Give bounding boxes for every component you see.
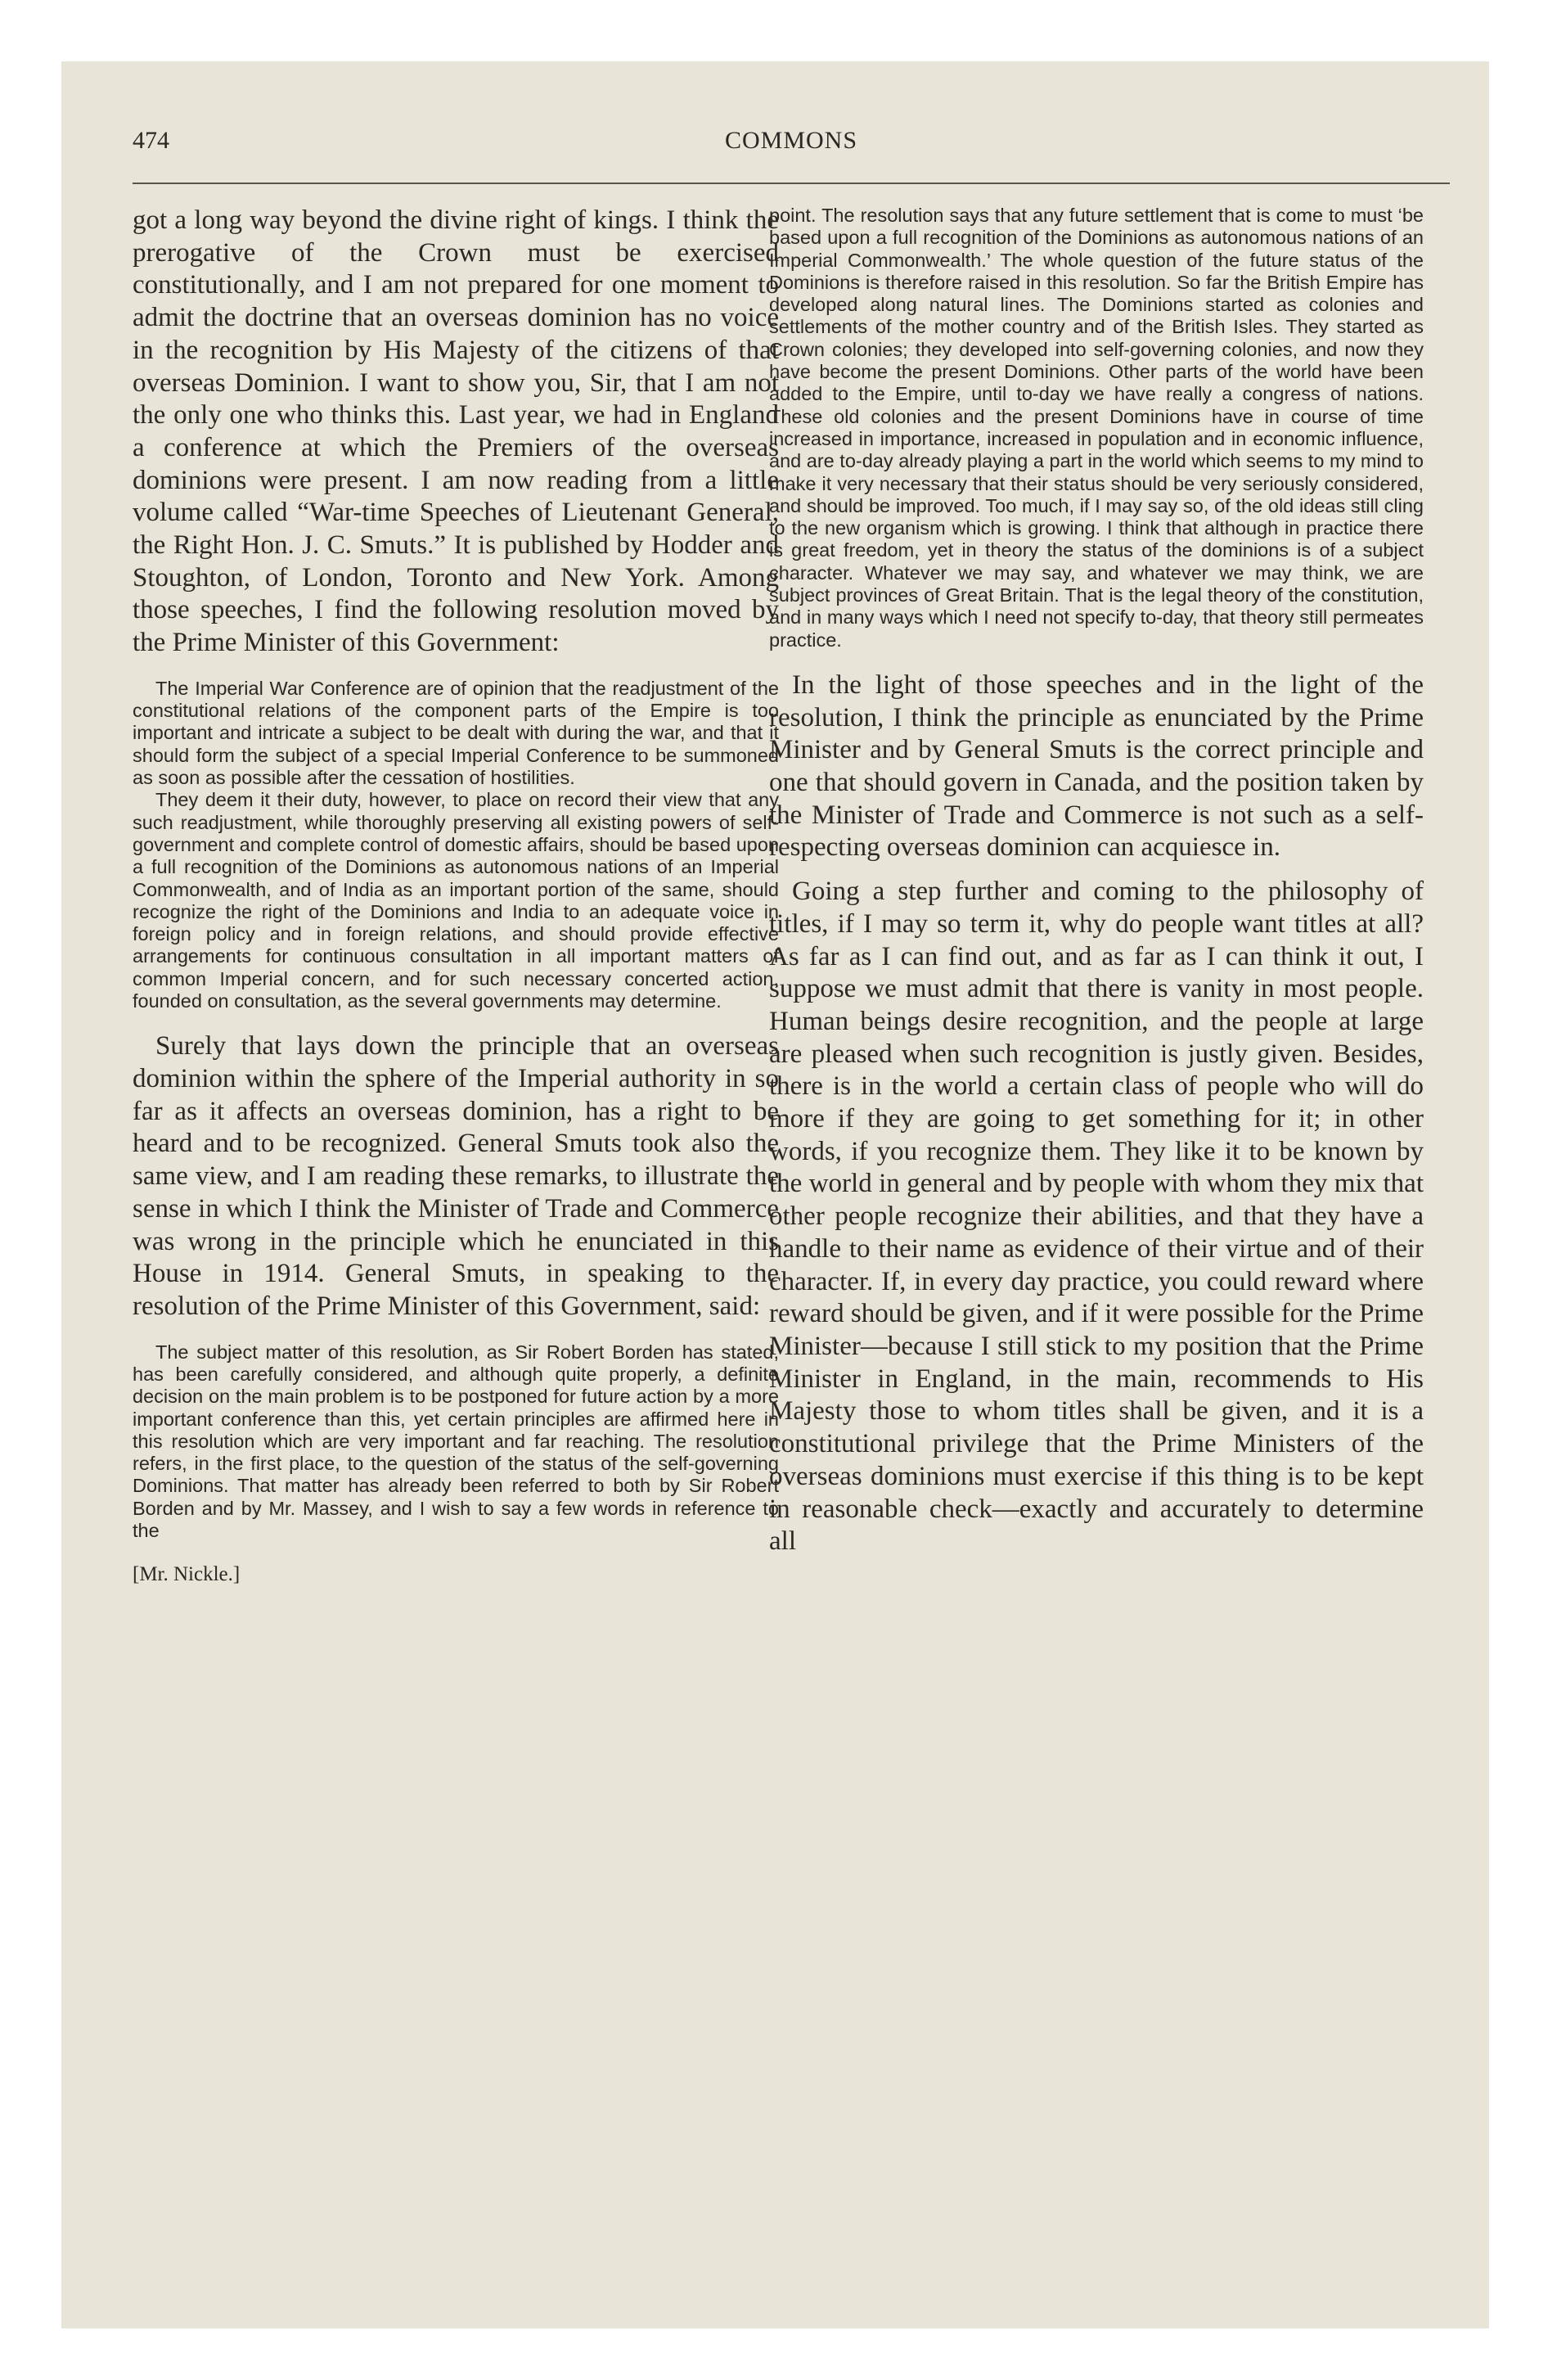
running-head [133,127,1450,168]
quoted-resolution-continued: They deem it their duty, however, to place on record their view that any such readjustment, while thoroughly preserving all existing powers of self-government and complete control of domestic affairs, should be based upon a full recognition of the Dominions as autonomous nations of an Imperial Commonwealth, and of India as an important portion of the same, should recognize the right of the Dominions and India to an adequate voice in foreign policy and in foreign relations, and should provide effective arrangements for continuous consultation in all important matters of common Imperial concern, and for such necessary concerted action, founded on consultation, as the several governments may determine. [133,789,779,1012]
left-column [133,205,779,1586]
header-rule [133,183,1450,184]
speech-paragraph: Surely that lays down the principle that an overseas dominion within the sphere of the Imperial authority in so far as it affects an overseas dominion, has a right to be heard and to be recognized. General Smuts took also the same view, and I am reading these remarks, to illustrate the sense in which I think the Minister of Trade and Commerce was wrong in the principle which he enunciated in this House in 1914. General Smuts, in speaking to the resolution of the Prime Minister of this Government, said: [133,1031,779,1321]
section-title: COMMONS [724,127,858,154]
speaker-attribution: [Mr. Nickle.] [133,1563,241,1586]
quoted-speech: The subject matter of this resolution, as Sir Robert Borden has stated, has been carefully considered, and although quite properly, a definite decision on the main problem is to be postponed for future action by a more important conference than this, yet certain principles are affirmed here in this resolution which are very important and far reaching. The resolution refers, in the first place, to the question of the status of the self-governing Dominions. That matter has already been referred to both by Sir Robert Borden and by Mr. Massey, and I wish to say a few words in reference to the [133,1341,779,1541]
quoted-speech-continued: point. The resolution says that any future settlement that is come to must ‘be based upon a full recognition of the Dominions as autonomous nations of an Imperial Commonwealth.’ The whole question of the future status of the Dominions is therefore raised in this resolution. So far the British Empire has developed along natural lines. The Dominions started as colonies and settlements of the mother country and of the British Isles. They started as Crown colonies; they developed into self-governing colonies, and now they have become the present Dominions. Other parts of the world have been added to the Empire, until to-day we have really a congress of nations. These old colonies and the present Dominions have in course of time increased in importance, increased in population and in economic influence, and are to-day already playing a part in the world which seems to my mind to make it very necessary that their status should be very seriously considered, and should be improved. Too much, if I may say so, of the old ideas still cling to the new organism which is growing. I think that although in practice there is great freedom, yet in theory the status of the dominions is of a subject character. Whatever we may say, and whatever we may think, we are subject provinces of Great Britain. That is the legal theory of the constitution, and in many ways which I need not specify to-day, that theory still permeates practice. [769,205,1424,651]
scanned-page [61,61,1489,2328]
speech-paragraph: In the light of those speeches and in the light of the resolution, I think the principle as enunciated by the Prime Minister and by General Smuts is the correct principle and one that should govern in Canada, and the position taken by the Minister of Trade and Commerce is not such as a self-respecting overseas dominion can acquiesce in. [769,669,1424,863]
page-number: 474 [133,127,169,154]
quoted-resolution: The Imperial War Conference are of opinion that the readjustment of the constitutional relations of the component parts of the Empire is too important and intricate a subject to be dealt with during the war, and that it should form the subject of a special Imperial Conference to be summoned as soon as possible after the cessation of hostilities. [133,677,779,789]
right-column [769,205,1424,1558]
speech-paragraph: got a long way beyond the divine right of kings. I think the prerogative of the Crown must be exercised constitutionally, and I am not prepared for one moment to admit the doctrine that an overseas dominion has no voice in the recognition by His Majesty of the citizens of that overseas Dominion. I want to show you, Sir, that I am not the only one who thinks this. Last year, we had in England a conference at which the Premiers of the overseas dominions were present. I am now reading from a little volume called “War-time Speeches of Lieutenant General, the Right Hon. J. C. Smuts.” It is published by Hodder and Stoughton, of London, Toronto and New York. Among those speeches, I find the following resolution moved by the Prime Minister of this Government: [133,205,779,658]
speech-paragraph: Going a step further and coming to the philosophy of titles, if I may so term it, why do people want titles at all? As far as I can find out, and as far as I can think it out, I suppose we must admit that there is vanity in most people. Human beings desire recognition, and the people at large are pleased when such recognition is justly given. Besides, there is in the world a certain class of people who will do more if they are going to get something for it; in other words, if you recognize them. They like it to be known by the world in general and by people with whom they mix that other people recognize their abilities, and that they have a handle to their name as evidence of their virtue and of their character. If, in every day practice, you could reward where reward should be given, and if it were possible for the Prime Minister—because I still stick to my position that the Prime Minister in England, in the main, recommends to His Majesty those to whom titles shall be given, and it is a constitutional privilege that the Prime Ministers of the overseas dominions must exercise if this thing is to be kept in reasonable check—exactly and accurately to determine all [769,877,1424,1557]
